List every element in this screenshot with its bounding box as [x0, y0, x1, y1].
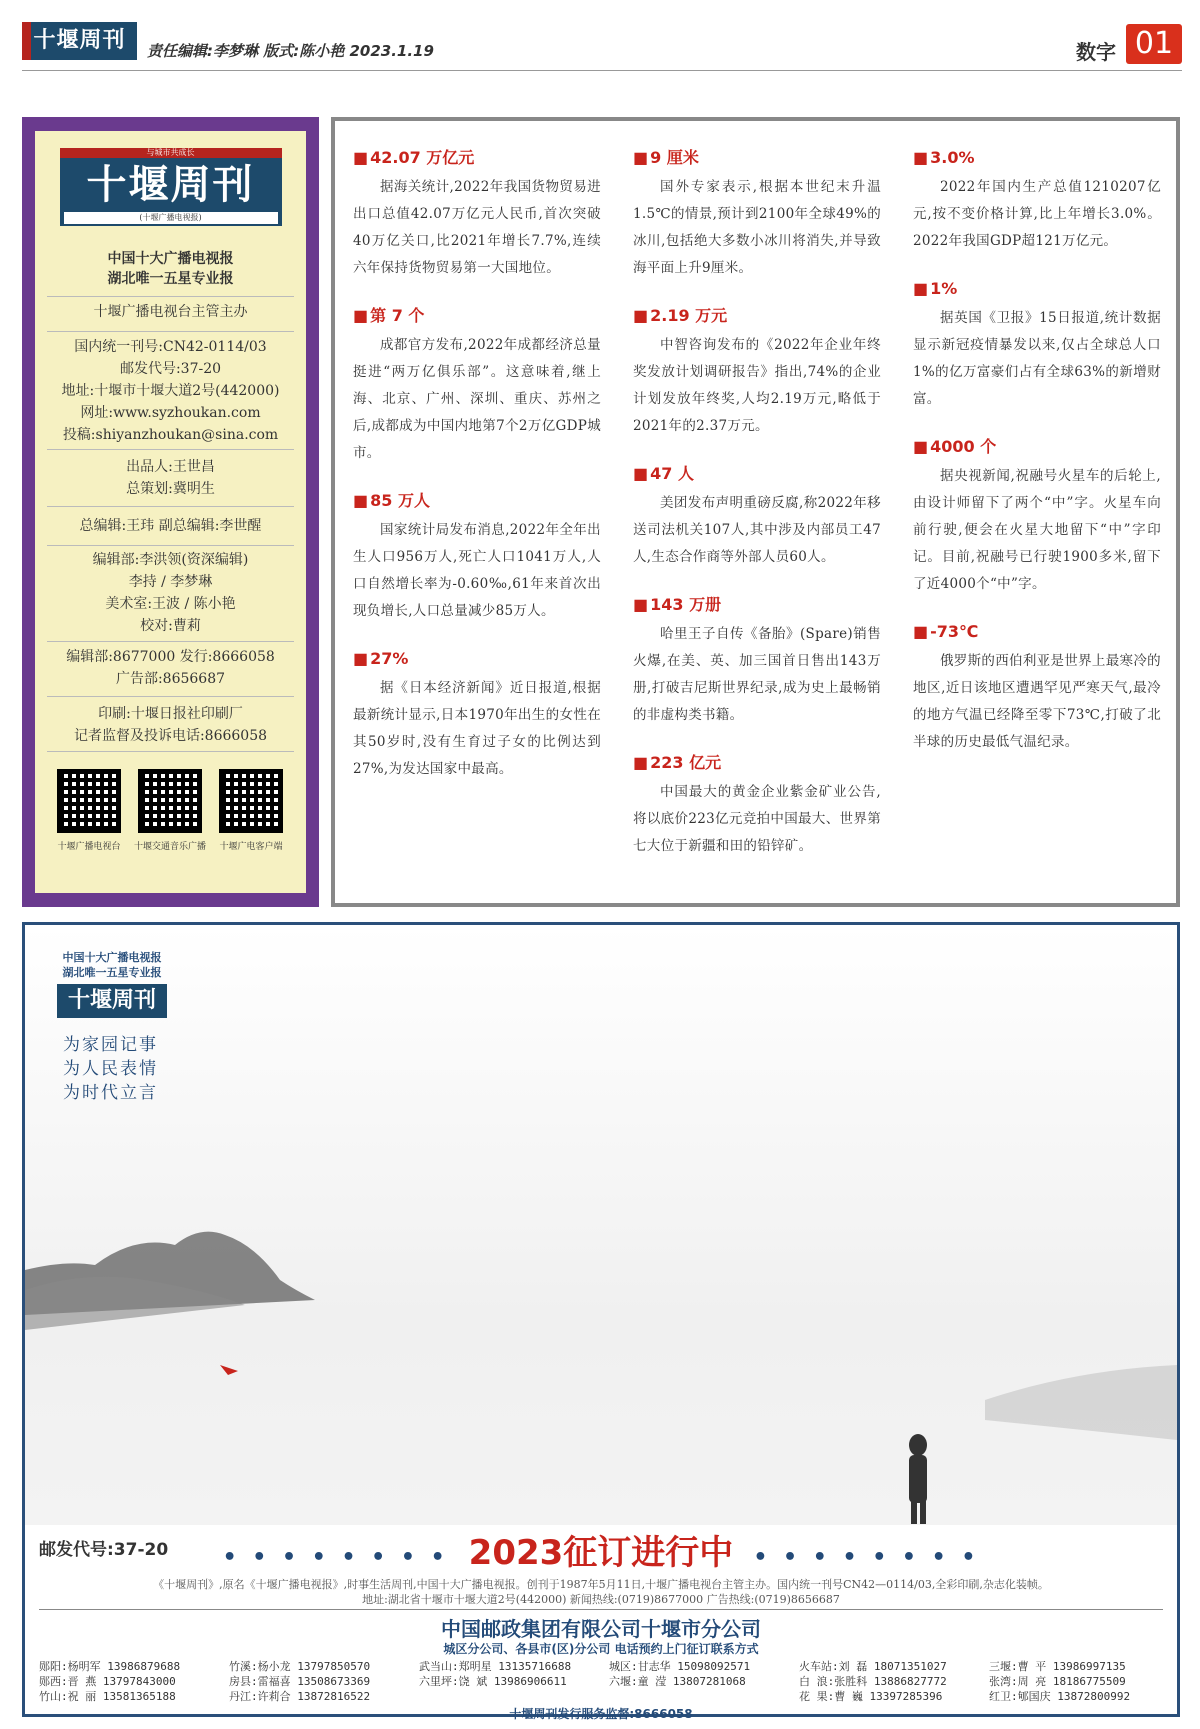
logo-slogan: 与城市共成长 [60, 148, 282, 158]
news-text: 2022年国内生产总值1210207亿元,按不变价格计算,比上年增长3.0%。2022年我国GDP超121万亿元。 [913, 179, 1161, 249]
divider [47, 449, 294, 450]
news-figure: ■ 9 厘米 [633, 146, 881, 170]
news-column [353, 146, 601, 805]
ad-description: 《十堰周刊》,原名《十堰广播电视报》,时事生活周刊,中国十大广播电视报。创刊于1987年5月11日,十堰广播电视台主管主办。国内统一刊号CN42—0114/03,全彩印刷,杂志化装帧。 地址:湖北省十堰市十堰大道2号(442000) 新闻热线:(0719)8677000 广告热线:(0719)8656687 [153, 1578, 1049, 1606]
news-item [633, 593, 881, 729]
divider [47, 506, 294, 507]
news-text: 哈里王子自传《备胎》(Spare)销售火爆,在美、英、加三国首日售出143万册,打破吉尼斯世界纪录,成为史上最畅销的非虚构类书籍。 [633, 626, 881, 723]
editors: 总编辑:王玮 副总编辑:李世醒 [79, 518, 262, 534]
contact-column [39, 1659, 180, 1704]
news-figure: ■ 第 7 个 [353, 304, 601, 328]
news-text: 据英国《卫报》15日报道,统计数据显示新冠疫情暴发以来,仅占全球总人口1%的亿万富豪们占有全球63%的新增财富。 [913, 310, 1161, 407]
news-text: 国家统计局发布消息,2022年全年出生人口956万人,死亡人口1041万人,人口自然增长率为-0.60‰,61年来首次出现负增长,人口总量减少85万人。 [353, 522, 601, 619]
news-column [913, 146, 1161, 778]
news-figure: ■ -73℃ [913, 620, 1161, 644]
news-figure: ■ 4000 个 [913, 435, 1161, 459]
news-item [633, 751, 881, 860]
qr-code-icon[interactable] [219, 769, 283, 833]
editor-info: 责任编辑:李梦琳 版式:陈小艳 2023.1.19 [147, 42, 434, 60]
contact-entry: 白 浪:张胜科 13886827772 [799, 1675, 947, 1688]
contact-entry: 郧西:晋 燕 13797843000 [39, 1675, 176, 1688]
news-text: 中国最大的黄金企业紫金矿业公告,将以底价223亿元竞拍中国最大、世界第七大位于新疆和田的铅锌矿。 [633, 784, 881, 854]
contact-entry: 郧阳:杨明军 13986879688 [39, 1660, 181, 1673]
company-name: 中国邮政集团有限公司十堰市分公司 [441, 1617, 761, 1641]
news-item [913, 146, 1161, 255]
publication-info: 国内统一刊号:CN42-0114/03 邮发代号:37-20 地址:十堰市十堰大道2号(442000) 网址:www.syzhoukan.com 投稿:shiyanzhoukan@sina.com [61, 339, 280, 443]
company-subtitle: 城区分公司、各县市(区)分公司 电话预约上门征订联系方式 [443, 1642, 759, 1656]
ad-logo: 中国十大广播电视报 湖北唯一五星专业报 十堰周刊 [57, 950, 167, 1018]
news-item [353, 146, 601, 282]
news-item [353, 304, 601, 467]
logo-subtitle: (十堰广播电视报) [64, 212, 278, 224]
news-item [353, 647, 601, 783]
divider [47, 696, 294, 697]
ad-footer [25, 1525, 1177, 1721]
service-hotline: 十堰周刊发行服务监督:8666058 [509, 1707, 693, 1721]
masthead-tagline: 中国十大广播电视报 湖北唯一五星专业报 [107, 251, 234, 287]
contact-entry: 六堰:童 滢 13807281068 [609, 1675, 746, 1688]
page-header [22, 22, 1182, 67]
news-text: 中智咨询发布的《2022年企业年终奖发放计划调研报告》指出,74%的企业计划发放年终奖,人均2.19万元,略低于2021年的2.37万元。 [633, 337, 881, 434]
qr-code-icon[interactable] [138, 769, 202, 833]
divider [47, 751, 294, 752]
contact-entry: 花 果:曹 巍 13397285396 [799, 1690, 943, 1703]
news-figure: ■ 2.19 万元 [633, 304, 881, 328]
print-info: 印刷:十堰日报社印刷厂 记者监督及投诉电话:8666058 [73, 706, 268, 744]
qr-label: 十堰交通音乐广播 [133, 842, 206, 852]
contact-entry: 竹山:祝 丽 13581365188 [39, 1690, 176, 1703]
section-name: 数字 [1076, 40, 1116, 64]
news-figure: ■ 85 万人 [353, 489, 601, 513]
news-item [633, 146, 881, 282]
news-item [633, 462, 881, 571]
contact-entry: 六里坪:饶 斌 13986906611 [419, 1675, 567, 1688]
contact-column [419, 1659, 571, 1689]
divider [39, 1609, 1163, 1610]
contact-entry: 丹江:许莉合 13872816522 [229, 1690, 371, 1703]
news-figure: ■ 1% [913, 277, 1161, 301]
news-figure: ■ 47 人 [633, 462, 881, 486]
news-figure: ■ 223 亿元 [633, 751, 881, 775]
news-text: 国外专家表示,根据本世纪末升温1.5℃的情景,预计到2100年全球49%的冰川,包括绝大多数小冰川将消失,并导致海平面上升9厘米。 [633, 179, 881, 276]
header-logo: 十堰周刊 [22, 22, 137, 60]
qr-code-icon[interactable] [57, 769, 121, 833]
phone-info: 编辑部:8677000 发行:8666058 广告部:8656687 [66, 649, 275, 687]
contact-entry: 武当山:郑明星 13135716688 [419, 1660, 572, 1673]
divider [47, 545, 294, 546]
publisher-info: 出品人:王世昌 总策划:冀明生 [126, 459, 215, 497]
contact-entry: 城区:甘志华 15098092571 [609, 1660, 751, 1673]
news-column [633, 146, 881, 882]
news-item [913, 277, 1161, 413]
header-rule [22, 70, 1182, 71]
divider [47, 641, 294, 642]
news-figure: ■ 143 万册 [633, 593, 881, 617]
contact-entry: 三堰:曹 平 13986997135 [989, 1660, 1126, 1673]
news-item [633, 304, 881, 440]
news-text: 俄罗斯的西伯利亚是世界上最寒冷的地区,近日该地区遭遇罕见严寒天气,最冷的地方气温已经降至零下73℃,打破了北半球的历史最低气温纪录。 [913, 653, 1161, 750]
contact-column [989, 1659, 1130, 1704]
contact-entry: 火车站:刘 磊 18071351027 [799, 1660, 947, 1673]
news-figure: ■ 42.07 万亿元 [353, 146, 601, 170]
contact-entry: 房县:雷福喜 13508673369 [229, 1675, 371, 1688]
contact-column [799, 1659, 947, 1704]
qr-label: 十堰广电客户端 [219, 842, 283, 852]
contact-column [229, 1659, 370, 1704]
news-item [353, 489, 601, 625]
news-item [913, 435, 1161, 598]
page-number: 01 [1126, 24, 1182, 64]
news-text: 成都官方发布,2022年成都经济总量挺进“两万亿俱乐部”。这意味着,继上海、北京、广州、深圳、重庆、苏州之后,成都成为中国内地第7个2万亿GDP城市。 [353, 337, 601, 461]
divider [47, 331, 294, 332]
news-panel [331, 117, 1180, 907]
news-text: 据《日本经济新闻》近日报道,根据最新统计显示,日本1970年出生的女性在其50岁时,没有生育过子女的比例达到27%,为发达国家中最高。 [353, 680, 601, 777]
headline: • • • • • • • • 2023征订进行中 • • • • • • • • [222, 1533, 980, 1573]
masthead-logo [60, 148, 282, 226]
divider [47, 296, 294, 297]
news-text: 据央视新闻,祝融号火星车的后轮上,由设计师留下了两个“中”字。火星车向前行驶,便会在火星大地留下“中”字印记。目前,祝融号已行驶1900多米,留下了近4000个“中”字。 [913, 468, 1161, 592]
news-text: 美团发布声明重磅反腐,称2022年移送司法机关107人,其中涉及内部员工47人,生态合作商等外部人员60人。 [633, 495, 881, 565]
postal-code: 邮发代号:37-20 [39, 1540, 169, 1560]
qr-label: 十堰广播电视台 [57, 842, 121, 852]
departments: 编辑部:李洪领(资深编辑) 李持 / 李梦琳 美术室:王波 / 陈小艳 校对:曹莉 [92, 552, 249, 634]
contact-entry: 红卫:郇国庆 13872800992 [989, 1690, 1131, 1703]
news-item [913, 620, 1161, 756]
ink-landscape [25, 1140, 1177, 1525]
news-figure: ■ 27% [353, 647, 601, 671]
masthead [22, 117, 319, 907]
ad-slogan: 为家园记事 为人民表情 为时代立言 [63, 1035, 158, 1103]
subscription-ad [22, 922, 1180, 1721]
contact-entry: 张湾:周 亮 18186775509 [989, 1675, 1126, 1688]
news-text: 据海关统计,2022年我国货物贸易进出口总值42.07万亿元人民币,首次突破40万亿关口,比2021年增长7.7%,连续六年保持货物贸易第一大国地位。 [353, 179, 601, 276]
contact-column [609, 1659, 750, 1689]
sponsor: 十堰广播电视台主管主办 [93, 304, 248, 320]
news-figure: ■ 3.0% [913, 146, 1161, 170]
contact-entry: 竹溪:杨小龙 13797850570 [229, 1660, 371, 1673]
logo-name: 十堰周刊 [86, 162, 255, 208]
